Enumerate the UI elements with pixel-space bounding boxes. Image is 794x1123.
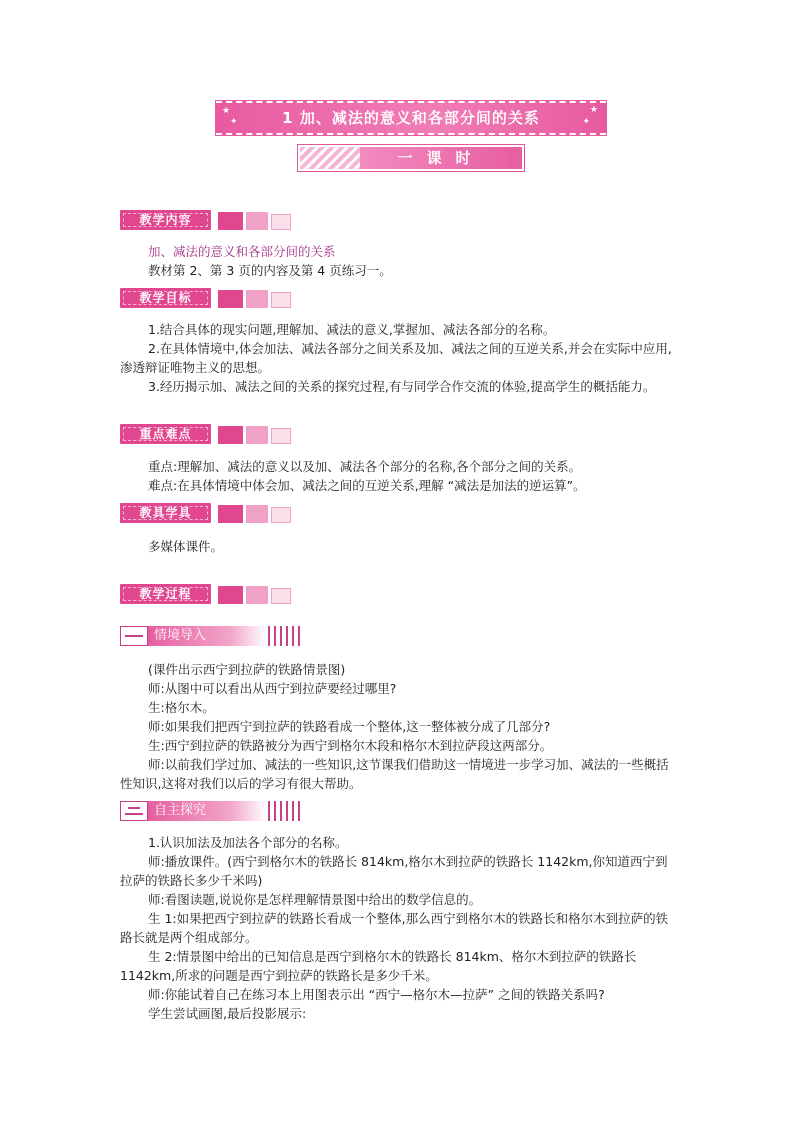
- lesson-tag: [297, 144, 525, 172]
- part-header-2: [120, 801, 300, 821]
- paragraph: 师:从图中可以看出从西宁到拉萨要经过哪里?: [148, 681, 397, 696]
- decorative-stripes: [268, 626, 302, 646]
- numeral-two-icon: [120, 801, 148, 821]
- paragraph: 生 2:情景图中给出的已知信息是西宁到格尔木的铁路长 814km、格尔木到拉萨的铁路长 1142km,所求的问题是西宁到拉萨的铁路长是多少千米。: [120, 949, 637, 983]
- paragraph: 学生尝试画图,最后投影展示:: [148, 1006, 307, 1021]
- part-header-1: [120, 626, 300, 646]
- paragraph: 师:你能试着自己在练习本上用图表示出 “西宁—格尔木—拉萨” 之间的铁路关系吗?: [148, 987, 605, 1002]
- star-icon: ★: [222, 106, 231, 116]
- section-label: 教学内容: [120, 210, 211, 230]
- paragraph: (课件出示西宁到拉萨的铁路情景图): [148, 662, 346, 677]
- section-label: 教具学具: [120, 503, 211, 523]
- content-pages: 教材第 2、第 3 页的内容及第 4 页练习一。: [148, 263, 392, 278]
- star-icon: ✦: [230, 117, 238, 127]
- section-label: 重点难点: [120, 424, 211, 444]
- paragraph: 师:以前我们学过加、减法的一些知识,这节课我们借助这一情境进一步学习加、减法的一些概括性知识,这将对我们以后的学习有很大帮助。: [120, 757, 669, 791]
- part-title: 情境导入: [154, 628, 207, 643]
- paragraph: 1.认识加法及加法各个部分的名称。: [148, 835, 348, 850]
- paragraph: 生:格尔木。: [148, 700, 215, 715]
- section-label: 教学目标: [120, 288, 211, 308]
- tools-text: 多媒体课件。: [148, 539, 224, 554]
- paragraph: 师:看图读题,说说你是怎样理解情景图中给出的数学信息的。: [148, 892, 482, 907]
- paragraph: 师:如果我们把西宁到拉萨的铁路看成一个整体,这一整体被分成了几部分?: [148, 719, 551, 734]
- star-icon: ✦: [582, 117, 590, 127]
- goal-item: 2.在具体情境中,体会加法、减法各部分之间关系及加、减法之间的互逆关系,并会在实际中应用,渗透辩证唯物主义的思想。: [120, 341, 672, 375]
- numeral-one-icon: [120, 626, 148, 646]
- goal-item: 1.结合具体的现实问题,理解加、减法的意义,掌握加、减法各部分的名称。: [148, 322, 556, 337]
- decorative-stripes: [268, 801, 302, 821]
- section-label: 教学过程: [120, 584, 211, 604]
- paragraph: 生 1:如果把西宁到拉萨的铁路长看成一个整体,那么西宁到格尔木的铁路长和格尔木到拉萨的铁路长就是两个组成部分。: [120, 911, 669, 945]
- content-topic: 加、减法的意义和各部分间的关系: [148, 244, 336, 259]
- key-point: 重点:理解加、减法的意义以及加、减法各个部分的名称,各个部分之间的关系。: [148, 459, 582, 474]
- part-title: 自主探究: [154, 803, 207, 818]
- goal-item: 3.经历揭示加、减法之间的关系的探究过程,有与同学合作交流的体验,提高学生的概括能力。: [148, 379, 656, 394]
- lesson-tag-label: 一课时: [397, 149, 485, 167]
- paragraph: 师:播放课件。(西宁到格尔木的铁路长 814km,格尔木到拉萨的铁路长 1142km,你知道西宁到拉萨的铁路长多少千米吗): [120, 854, 668, 888]
- difficult-point: 难点:在具体情境中体会加、减法之间的互逆关系,理解 “减法是加法的逆运算”。: [148, 478, 586, 493]
- page-title: 1 加、减法的意义和各部分间的关系: [282, 109, 540, 127]
- star-icon: ★: [589, 105, 598, 115]
- decorative-stripes: [300, 147, 360, 169]
- lesson-title-banner: [216, 101, 606, 135]
- paragraph: 生:西宁到拉萨的铁路被分为西宁到格尔木段和格尔木到拉萨段这两部分。: [148, 738, 553, 753]
